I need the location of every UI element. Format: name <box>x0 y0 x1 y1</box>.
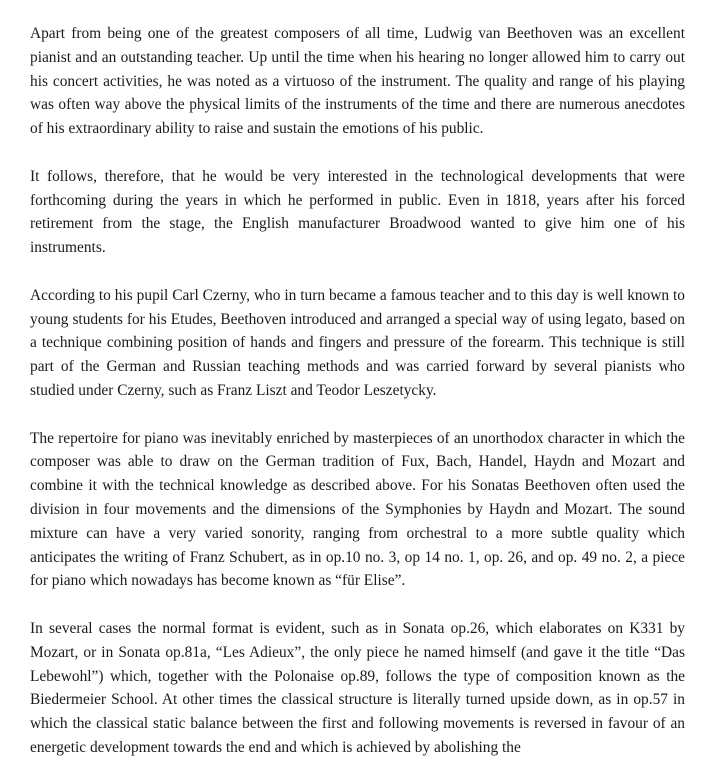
paragraph-4: The repertoire for piano was inevitably enriched by masterpieces of an unorthodox character in which the composer was able to draw on the German tradition of Fux, Bach, Handel, Haydn and Mozart and combine it with the technical knowledge as described above. For his Sonatas Beethoven often used the division in four movements and the dimensions of the Symphonies by Haydn and Mozart. The sound mixture can have a very varied sonority, ranging from orchestral to a more subtle quality which anticipates the writing of Franz Schubert, as in op.10 no. 3, op 14 no. 1, op. 26, and op. 49 no. 2, a piece for piano which nowadays has become known as “für Elise”. <box>30 429 685 590</box>
paragraph-1: Apart from being one of the greatest composers of all time, Ludwig van Beethoven was an excellent pianist and an outstanding teacher. Up until the time when his hearing no longer allowed him to carry out his concert activities, he was noted as a virtuoso of the instrument. The quality and range of his playing was often way above the physical limits of the instruments of the time and there are numerous anecdotes of his extraordinary ability to raise and sustain the emotions of his public. <box>30 25 685 138</box>
paragraph-3: According to his pupil Carl Czerny, who in turn became a famous teacher and to this day is well known to young students for his Etudes, Beethoven introduced and arranged a special way of using legato, based on a technique combining position of hands and fingers and pressure of the forearm. This technique is still part of the German and Russian teaching methods and was carried forward by several pianists who studied under Czerny, such as Franz Liszt and Teodor Leszetycky. <box>30 286 685 399</box>
paragraph-5: In several cases the normal format is evident, such as in Sonata op.26, which elaborates on K331 by Mozart, or in Sonata op.81a, “Les Adieux”, the only piece he named himself (and gave it the title “Das Lebewohl”) which, together with the Polonaise op.89, follows the type of composition known as the Biedermeier School. At other times the classical structure is literally turned upside down, as in op.57 in which the classical static balance between the first and following movements is reversed in favour of an energetic development towards the end and which is achieved by abolishing the <box>30 619 685 756</box>
document-page <box>30 22 685 760</box>
paragraph-2: It follows, therefore, that he would be very interested in the technological developments that were forthcoming during the years in which he performed in public. Even in 1818, years after his forced retirement from the stage, the English manufacturer Broadwood wanted to give him one of his instruments. <box>30 167 685 257</box>
